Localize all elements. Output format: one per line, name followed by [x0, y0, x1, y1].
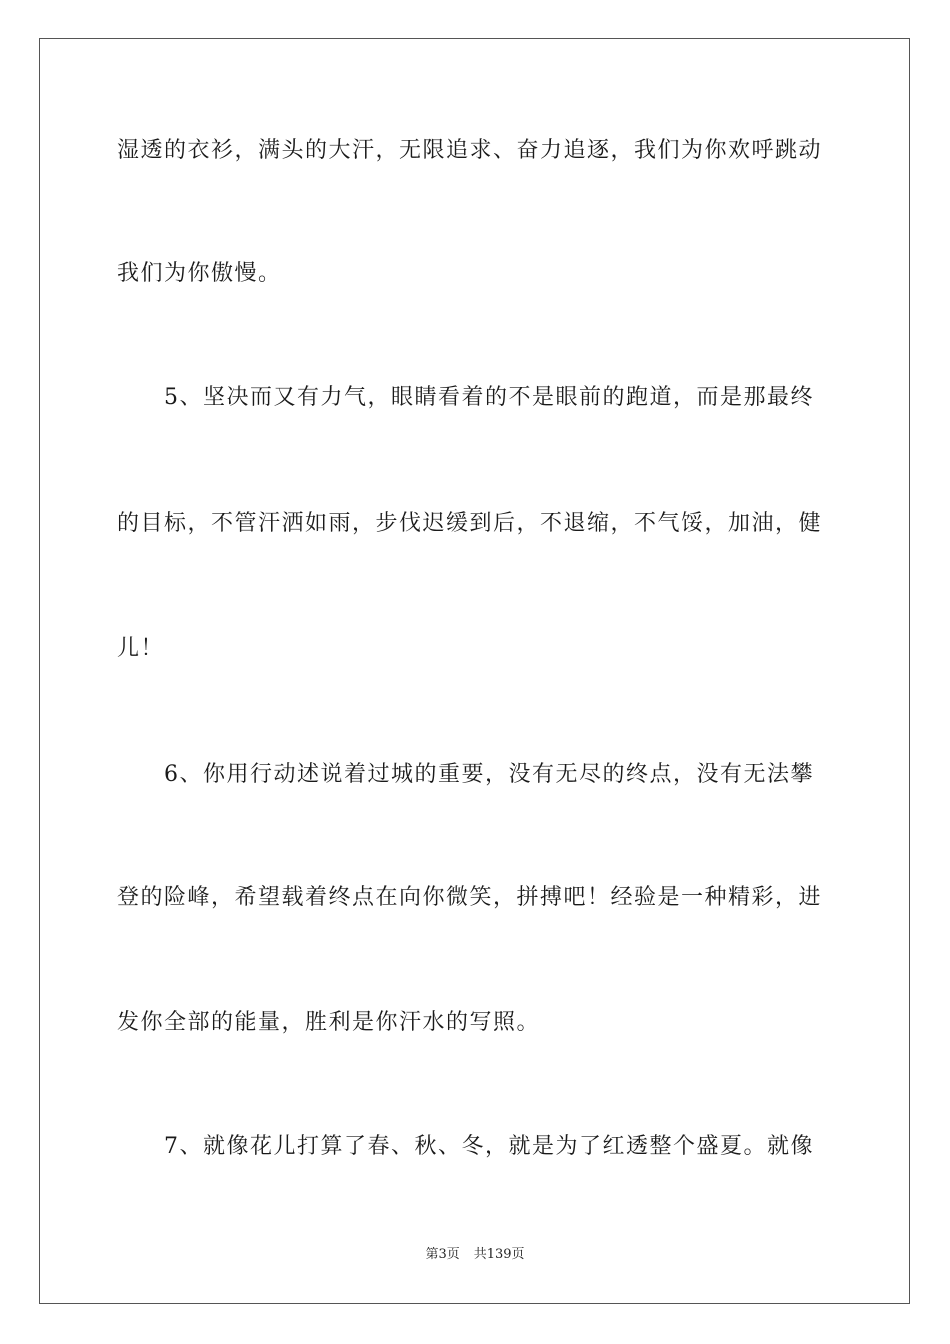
page-border: [39, 38, 910, 1304]
text-line: 我们为你傲慢。: [117, 261, 282, 286]
text-line: 6、你用行动述说着过城的重要，没有无尽的终点，没有无法攀: [117, 762, 814, 787]
text-line: 的目标，不管汗洒如雨，步伐迟缓到后，不退缩，不气馁，加油，健: [117, 511, 823, 536]
text-line: 登的险峰，希望载着终点在向你微笑，拼搏吧！经验是一种精彩，进: [117, 885, 823, 910]
page-total: 共139页: [473, 1247, 525, 1262]
page-number: 第3页: [425, 1247, 460, 1262]
page-footer: [0, 1246, 950, 1264]
text-line: 湿透的衣衫，满头的大汗，无限追求、奋力追逐，我们为你欢呼跳动: [117, 138, 823, 163]
text-line: 7、就像花儿打算了春、秋、冬，就是为了红透整个盛夏。就像: [117, 1134, 814, 1159]
text-line: 儿！: [117, 636, 165, 661]
text-line: 发你全部的能量，胜利是你汗水的写照。: [117, 1010, 541, 1035]
text-line: 5、坚决而又有力气，眼睛看着的不是眼前的跑道，而是那最终: [117, 385, 814, 410]
